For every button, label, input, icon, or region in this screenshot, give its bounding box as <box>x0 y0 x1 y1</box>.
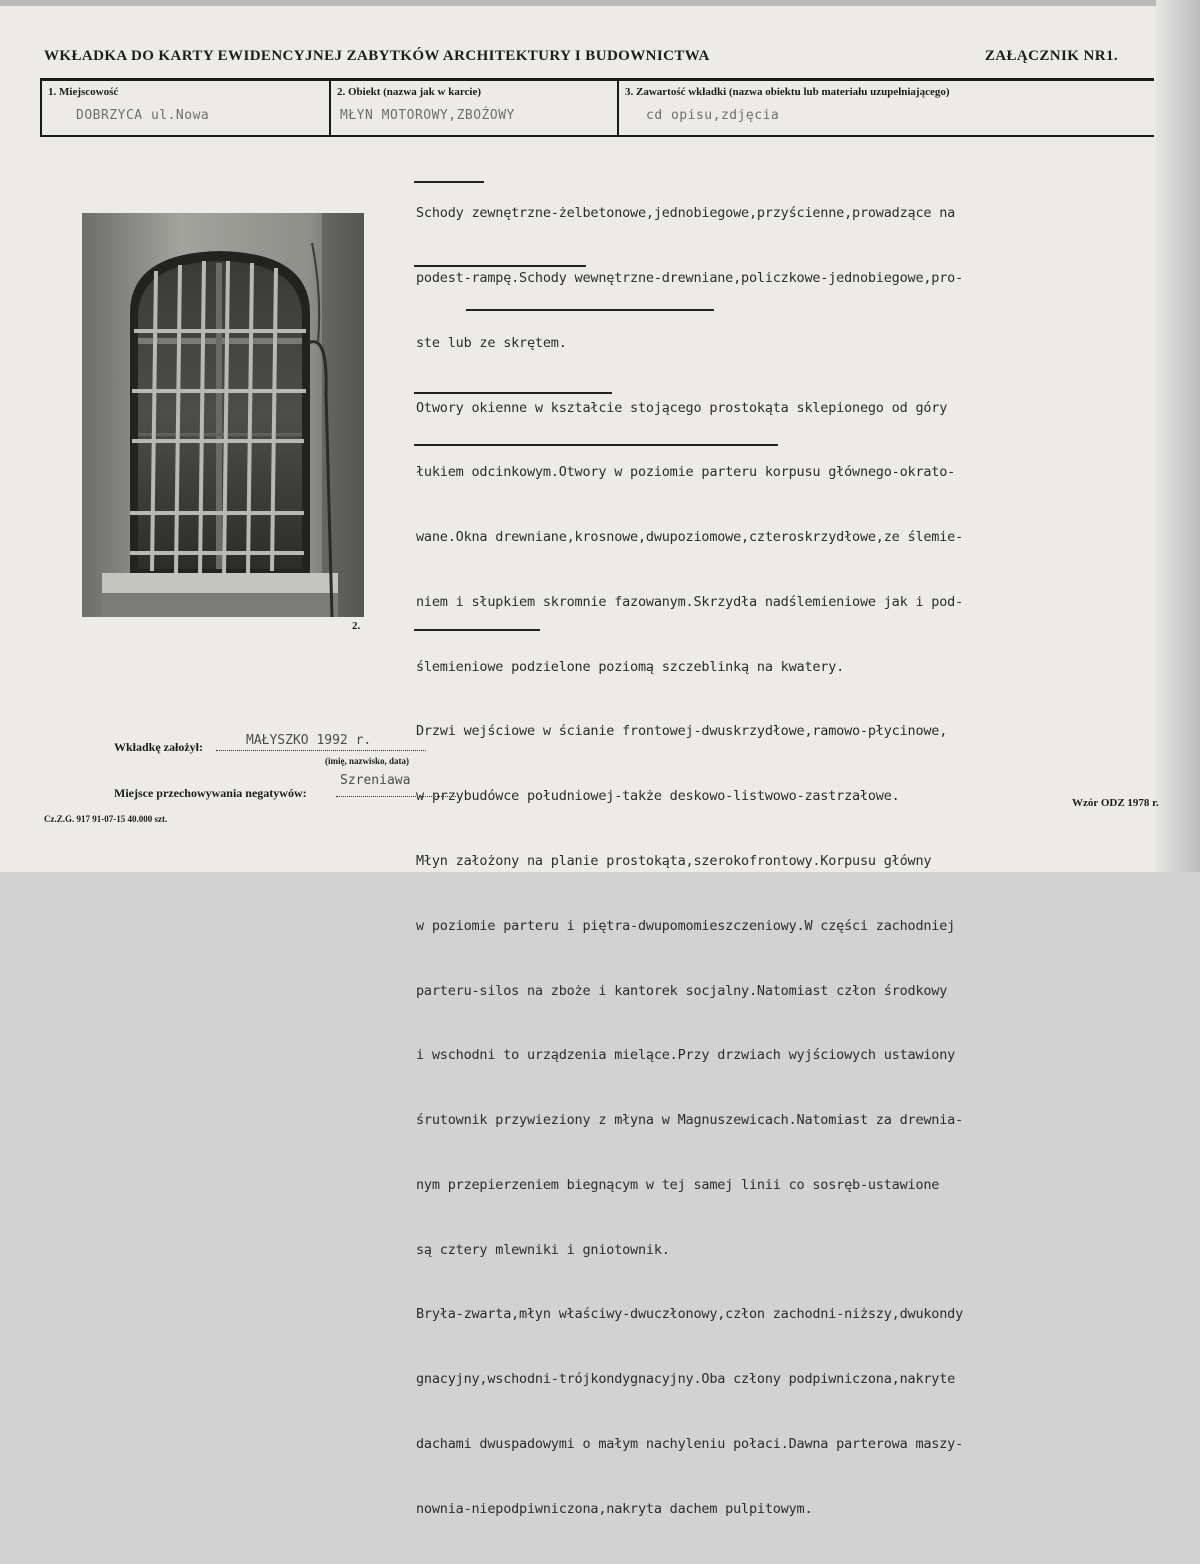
storage-dotted-line <box>336 796 456 797</box>
text-line: Bryła-zwarta,młyn właściwy-dwuczłonowy,człon zachodni-niższy,dwukondy <box>416 1306 964 1323</box>
table-top-rule <box>40 78 1154 81</box>
text-line: nym przepierzeniem biegnącym w tej samej linii co sosręb-ustawione <box>416 1176 940 1193</box>
content-label: 3. Zawartość wkładki (nazwa obiektu lub materiału uzupełniającego) <box>625 86 950 98</box>
section-underline <box>466 309 714 311</box>
section-underline <box>414 444 778 446</box>
scan-edge-right <box>1156 0 1200 872</box>
text-line: dachami dwuspadowymi o małym nachyleniu połaci.Dawna parterowa maszy- <box>416 1436 964 1453</box>
locality-label: 1. Miejscowość <box>48 86 119 98</box>
text-line: łukiem odcinkowym.Otwory w poziomie parteru korpusu głównego-okrato- <box>416 464 956 481</box>
table-divider-2 <box>617 80 619 137</box>
content-value: cd opisu,zdjęcia <box>646 108 780 123</box>
text-line: parteru-silos na zboże i kantorek socjalny.Natomiast człon środkowy <box>416 982 948 999</box>
author-dotted-line <box>216 750 426 751</box>
text-line: Drzwi wejściowe w ścianie frontowej-dwuskrzydłowe,ramowo-płycinowe, <box>416 723 948 740</box>
text-line: Otwory okienne w kształcie stojącego prostokąta sklepionego od góry <box>416 399 948 416</box>
text-line: niem i słupkiem skromnie fazowanym.Skrzydła nadślemieniowe jak i pod- <box>416 593 964 610</box>
form-code: Wzór ODZ 1978 r. <box>1072 797 1159 809</box>
object-value: MŁYN MOTOROWY,ZBOŻOWY <box>340 108 515 123</box>
author-label: Wkładkę założył: <box>114 740 203 754</box>
storage-value: Szreniawa <box>340 773 411 788</box>
section-underline <box>414 629 540 631</box>
locality-value: DOBRZYCA ul.Nowa <box>76 108 210 123</box>
section-underline <box>414 265 586 267</box>
description-text <box>416 160 1146 1564</box>
window-photo-image <box>82 213 364 617</box>
table-divider-1 <box>329 80 331 137</box>
section-underline <box>414 181 484 183</box>
table-left-rule <box>40 78 42 137</box>
section-underline <box>414 392 612 394</box>
form-title: WKŁADKA DO KARTY EWIDENCYJNEJ ZABYTKÓW ARCHITEKTURY I BUDOWNICTWA <box>44 48 710 64</box>
author-hint: (imię, nazwisko, data) <box>325 756 409 766</box>
storage-label: Miejsce przechowywania negatywów: <box>114 786 307 800</box>
text-line: gnacyjny,wschodni-trójkondygnacyjny.Oba człony podpiwniczona,nakryte <box>416 1371 956 1388</box>
text-line: w poziomie parteru i piętra-dwupomomieszczeniowy.W części zachodniej <box>416 917 956 934</box>
text-line: nownia-niepodpiwniczona,nakryta dachem pulpitowym. <box>416 1500 813 1517</box>
print-code: Cz.Z.G. 917 91-07-15 40.000 szt. <box>44 814 168 824</box>
object-label: 2. Obiekt (nazwa jak w karcie) <box>337 86 482 98</box>
text-line: Młyn założony na planie prostokąta,szerokofrontowy.Korpusu główny <box>416 853 932 869</box>
photo-number: 2. <box>352 620 361 632</box>
text-line: Schody zewnętrzne-żelbetonowe,jednobiegowe,przyścienne,prowadzące na <box>416 205 956 222</box>
annex-number: ZAŁĄCZNIK NR1. <box>984 48 1118 64</box>
author-value: MAŁYSZKO 1992 r. <box>246 733 372 748</box>
text-line: w przybudówce południowej-także deskowo-listwowo-zastrzałowe. <box>416 788 900 805</box>
text-line: śrutownik przywieziony z młyna w Magnuszewicach.Natomiast za drewnia- <box>416 1112 964 1129</box>
text-line: wane.Okna drewniane,krosnowe,dwupoziomowe,czteroskrzydłowe,ze ślemie- <box>416 529 964 546</box>
table-bottom-rule <box>40 135 1154 137</box>
text-line: i wschodni to urządzenia mielące.Przy drzwiach wyjściowych ustawiony <box>416 1047 956 1064</box>
text-line: podest-rampę.Schody wewnętrzne-drewniane,policzkowe-jednobiegowe,pro- <box>416 269 964 286</box>
scan-edge-top <box>0 0 1200 6</box>
text-line: ste lub ze skrętem. <box>416 334 567 351</box>
text-line: ślemieniowe podzielone poziomą szczeblinką na kwatery. <box>416 658 845 675</box>
window-photo <box>82 213 364 617</box>
text-line: są cztery mlewniki i gniotownik. <box>416 1241 670 1258</box>
